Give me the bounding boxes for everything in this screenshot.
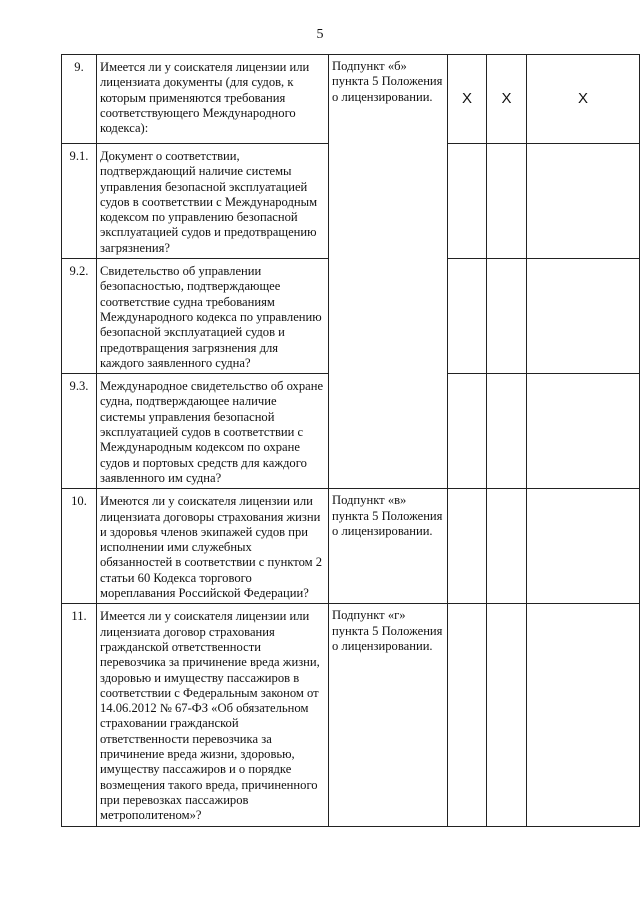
question-text-9: Имеется ли у соискателя лицензии или лицензиата документы (для судов, к которым применяются требования соответствующего Международного кодекса): xyxy=(100,60,310,136)
question-text-11: Имеется ли у соискателя лицензии или лицензиата договор страхования гражданской ответственности перевозчика за причинение вреда жизни, здоровью и имуществу пассажиров в соответствии с Федеральным законом от 14.06.2012 № 67-ФЗ «Об обязательном страховании гражданской ответственности перевозчика за причинение вреда жизни, здоровью, имуществу пассажиров и о порядке возмещения такого вреда, причиненного при перевозках пассажиров метрополитеном»? xyxy=(100,609,320,823)
table-row-9 xyxy=(62,55,640,144)
answer-cell-note[interactable] xyxy=(527,374,640,489)
answer-cell-yes[interactable] xyxy=(448,374,487,489)
question-text xyxy=(97,604,329,827)
row-number: 9. xyxy=(62,55,97,144)
legal-basis xyxy=(329,55,448,489)
question-text-10: Имеются ли у соискателя лицензии или лицензиата договоры страхования жизни и здоровья членов экипажей судов при исполнении ими служебных обязанностей в соответствии с пунктом 2 статьи 60 Кодекса торгового мореплавания Российской Федерации? xyxy=(100,494,323,601)
answer-cell-no[interactable] xyxy=(487,604,527,827)
question-text-9-2: Свидетельство об управлении безопасностью, подтверждающее соответствие судна требованиям Международного кодекса по управлению безопасной эксплуатацией судов и предотвращения загрязнения для каждого заявленного судна? xyxy=(100,264,322,370)
answer-cell-note[interactable] xyxy=(527,604,640,827)
row-number: 9.1. xyxy=(62,144,97,259)
legal-basis-11: Подпункт «г» пункта 5 Положения о лицензировании. xyxy=(332,608,443,653)
mark-cell-yes: X xyxy=(448,55,487,144)
question-text xyxy=(97,374,329,489)
page-number: 5 xyxy=(316,27,324,42)
legal-basis xyxy=(329,604,448,827)
legal-basis-10: Подпункт «в» пункта 5 Положения о лицензировании. xyxy=(332,493,443,538)
question-text xyxy=(97,489,329,604)
question-text-9-3: Международное свидетельство об охране судна, подтверждающее наличие системы управления безопасной эксплуатацией судов в соответствии с Международным кодексом по охране судов и портовых средств для каждого заявленного им судна? xyxy=(100,379,324,485)
legal-basis-9: Подпункт «б» пункта 5 Положения о лицензировании. xyxy=(332,59,443,104)
answer-cell-yes[interactable] xyxy=(448,489,487,604)
row-number: 10. xyxy=(62,489,97,604)
answer-cell-note[interactable] xyxy=(527,259,640,374)
question-text xyxy=(97,259,329,374)
row-number: 9.2. xyxy=(62,259,97,374)
answer-cell-no[interactable] xyxy=(487,374,527,489)
answer-cell-no[interactable] xyxy=(487,259,527,374)
question-text-9-1: Документ о соответствии, подтверждающий наличие системы управления безопасной эксплуатацией судов в соответствии с Международным кодексом по управлению безопасной эксплуатацией судов и предотвращению загрязнения? xyxy=(100,149,318,255)
mark-cell-no: X xyxy=(487,55,527,144)
answer-cell-note[interactable] xyxy=(527,489,640,604)
answer-cell-no[interactable] xyxy=(487,144,527,259)
mark-cell-note: X xyxy=(527,55,640,144)
answer-cell-no[interactable] xyxy=(487,489,527,604)
answer-cell-note[interactable] xyxy=(527,144,640,259)
legal-basis xyxy=(329,489,448,604)
answer-cell-yes[interactable] xyxy=(448,259,487,374)
answer-cell-yes[interactable] xyxy=(448,144,487,259)
answer-cell-yes[interactable] xyxy=(448,604,487,827)
question-text xyxy=(97,144,329,259)
row-number: 11. xyxy=(62,604,97,827)
checklist-table xyxy=(61,54,640,827)
question-text xyxy=(97,55,329,144)
table-row-11 xyxy=(62,604,640,827)
row-number: 9.3. xyxy=(62,374,97,489)
table-row-10 xyxy=(62,489,640,604)
